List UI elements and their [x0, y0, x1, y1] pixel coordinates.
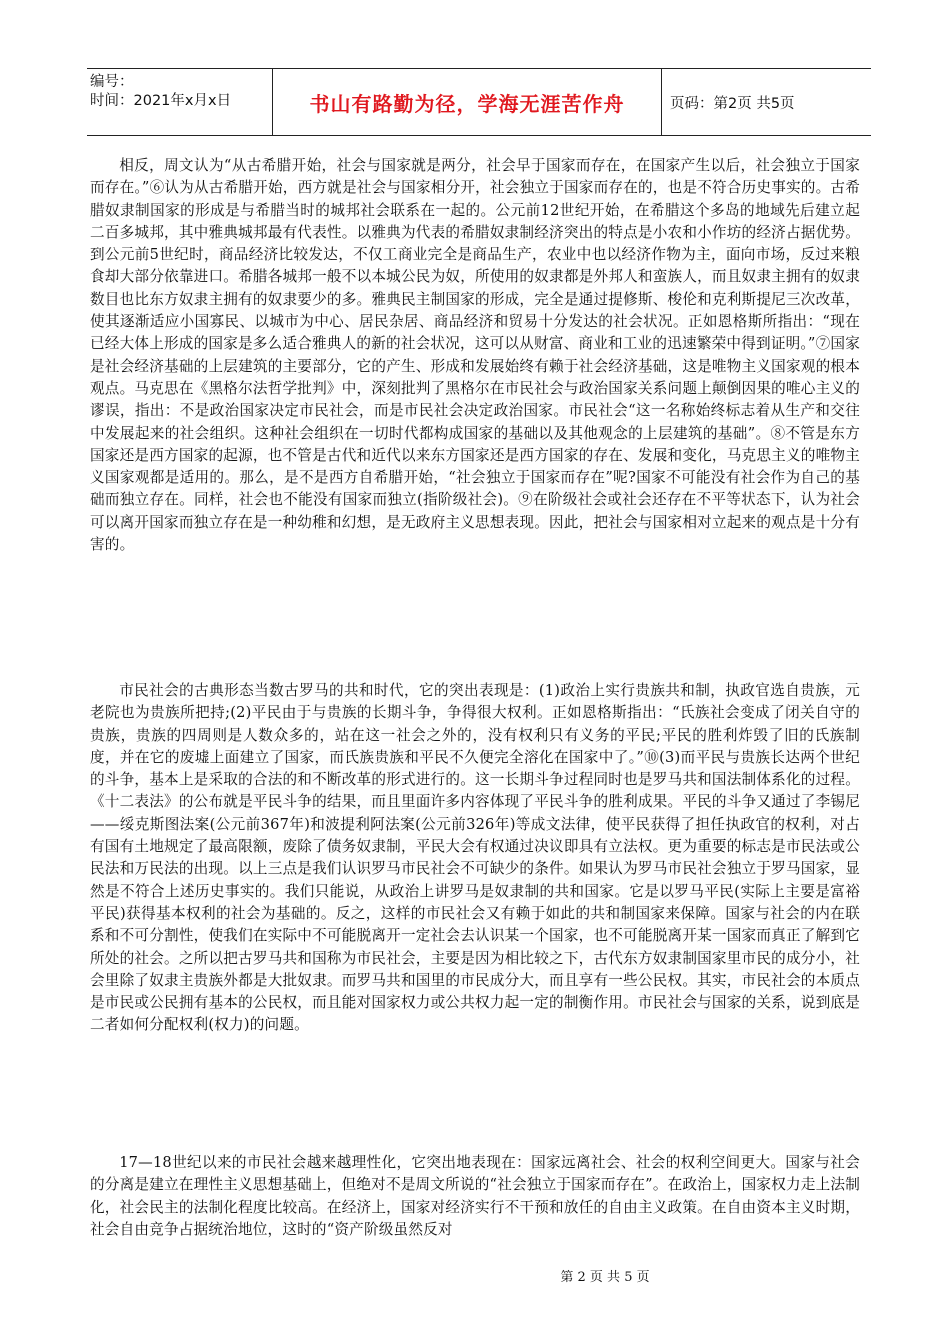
document-date-label: 时间：2021年x月x日	[90, 93, 232, 109]
paragraph-2: 市民社会的古典形态当数古罗马的共和时代，它的突出表现是：(1)政治上实行贵族共和制，执政官选自贵族，元老院也为贵族所把持;(2)平民由于与贵族的长期斗争，争得很大权利。正如恩格斯指出：“氏族社会变成了闭关自守的贵族，贵族的四周则是人数众多的，站在这一社会之外的，没有权利只有义务的平民;平民的胜利炸毁了旧的氏族制度，并在它的废墟上面建立了国家，而氏族贵族和平民不久便完全溶化在国家中了。”⑩(3)而平民与贵族长达两个世纪的斗争，基本上是采取的合法的和不断改革的形式进行的。这一长期斗争过程同时也是罗马共和国法制体系化的过程。《十二表法》的公布就是平民斗争的结果，而且里面许多内容体现了平民斗争的胜利成果。平民的斗争又通过了李锡尼——绥克斯图法案(公元前367年)和波提利阿法案(公元前326年)等成文法律，使平民获得了担任执政官的权利，对占有国有土地规定了最高限额，废除了债务奴隶制，平民大会有权通过决议即具有立法权。更为重要的标志是市民法或公民法和万民法的出现。以上三点是我们认识罗马市民社会不可缺少的条件。如果认为罗马市民社会独立于罗马国家，显然是不符合上述历史事实的。我们只能说，从政治上讲罗马是奴隶制的共和国家。它是以罗马平民(实际上主要是富裕平民)获得基本权利的社会为基础的。反之，这样的市民社会又有赖于如此的共和制国家来保障。国家与社会的内在联系和不可分割性，使我们在实际中不可能脱离开一定社会去认识某一个国家，也不可能脱离开某一国家而真正了解到它所处的社会。之所以把古罗马共和国称为市民社会，主要是因为相比较之下，古代东方奴隶制国家里市民的成分小，社会里除了奴隶主贵族外都是大批奴隶。而罗马共和国里的市民成分大，而且享有一些公民权。其实，市民社会的本质点是市民或公民拥有基本的公民权，而且能对国家权力或公共权力起一定的制衡作用。市民社会与国家的关系，说到底是二者如何分配权利(权力)的问题。	[90, 682, 860, 1034]
header-meta	[87, 69, 273, 135]
page-header	[87, 68, 871, 136]
page-footer: 第 2 页 共 5 页	[560, 1270, 650, 1285]
paragraph-1: 相反，周文认为“从古希腊开始，社会与国家就是两分，社会早于国家而存在，在国家产生以后，社会独立于国家而存在。”⑥认为从古希腊开始，西方就是社会与国家相分开，社会独立于国家而存在的，也是不符合历史事实的。古希腊奴隶制国家的形成是与希腊当时的城邦社会联系在一起的。公元前12世纪开始，在希腊这个多岛的地域先后建立起二百多城邦，其中雅典城邦最有代表性。以雅典为代表的希腊奴隶制经济突出的特点是小农和小作坊的经济占据优势。到公元前5世纪时，商品经济比较发达，不仅工商业完全是商品生产，农业中也以经济作物为主，面向市场，反过来粮食却大部分依靠进口。希腊各城邦一般不以本城公民为奴，所使用的奴隶都是外邦人和蛮族人，而且奴隶主拥有的奴隶数目也比东方奴隶主拥有的奴隶要少的多。雅典民主制国家的形成，完全是通过提修斯、梭伦和克利斯提尼三次改革，使其逐渐适应小国寡民、以城市为中心、居民杂居、商品经济和贸易十分发达的社会状况。正如恩格斯所指出：“现在已经大体上形成的国家是多么适合雅典人的新的社会状况，这可以从财富、商业和工业的迅速繁荣中得到证明。”⑦国家是社会经济基础的上层建筑的主要部分，它的产生、形成和发展始终有赖于社会经济基础，这是唯物主义国家观的根本观点。马克思在《黑格尔法哲学批判》中，深刻批判了黑格尔在市民社会与政治国家关系问题上颠倒因果的唯心主义的谬误，指出：不是政治国家决定市民社会，而是市民社会决定政治国家。市民社会“这一名称始终标志着从生产和交往中发展起来的社会组织。这种社会组织在一切时代都构成国家的基础以及其他观念的上层建筑的基础”。⑧不管是东方国家还是西方国家的起源，也不管是古代和近代以来东方国家还是西方国家的存在、发展和变化，马克思主义的唯物主义国家观都是适用的。那么，是不是西方自希腊开始，“社会独立于国家而存在”呢?国家不可能没有社会作为自己的基础而独立存在。同样，社会也不能没有国家而独立(指阶级社会)。⑨在阶级社会或社会还存在不平等状态下，认为社会可以离开国家而独立存在是一种幼稚和幻想，是无政府主义思想表现。因此，把社会与国家相对立起来的观点是十分有害的。	[90, 157, 860, 554]
header-motto: 书山有路勤为径，学海无涯苦作舟	[309, 91, 625, 116]
header-page-number: 页码：第2页 共5页	[670, 95, 795, 112]
paragraph-3: 17—18世纪以来的市民社会越来越理性化，它突出地表现在：国家远离社会、社会的权利空间更大。国家与社会的分离是建立在理性主义思想基础上，但绝对不是周文所说的“社会独立于国家而存在”。在政治上，国家权力走上法制化，社会民主的法制化程度比较高。在经济上，国家对经济实行不干预和放任的自由主义政策。在自由资本主义时期，社会自由竞争占据统治地位，这时的“资产阶级虽然反对	[90, 1154, 860, 1238]
document-number-label: 编号：	[90, 74, 134, 90]
header-motto-cell	[273, 69, 662, 135]
